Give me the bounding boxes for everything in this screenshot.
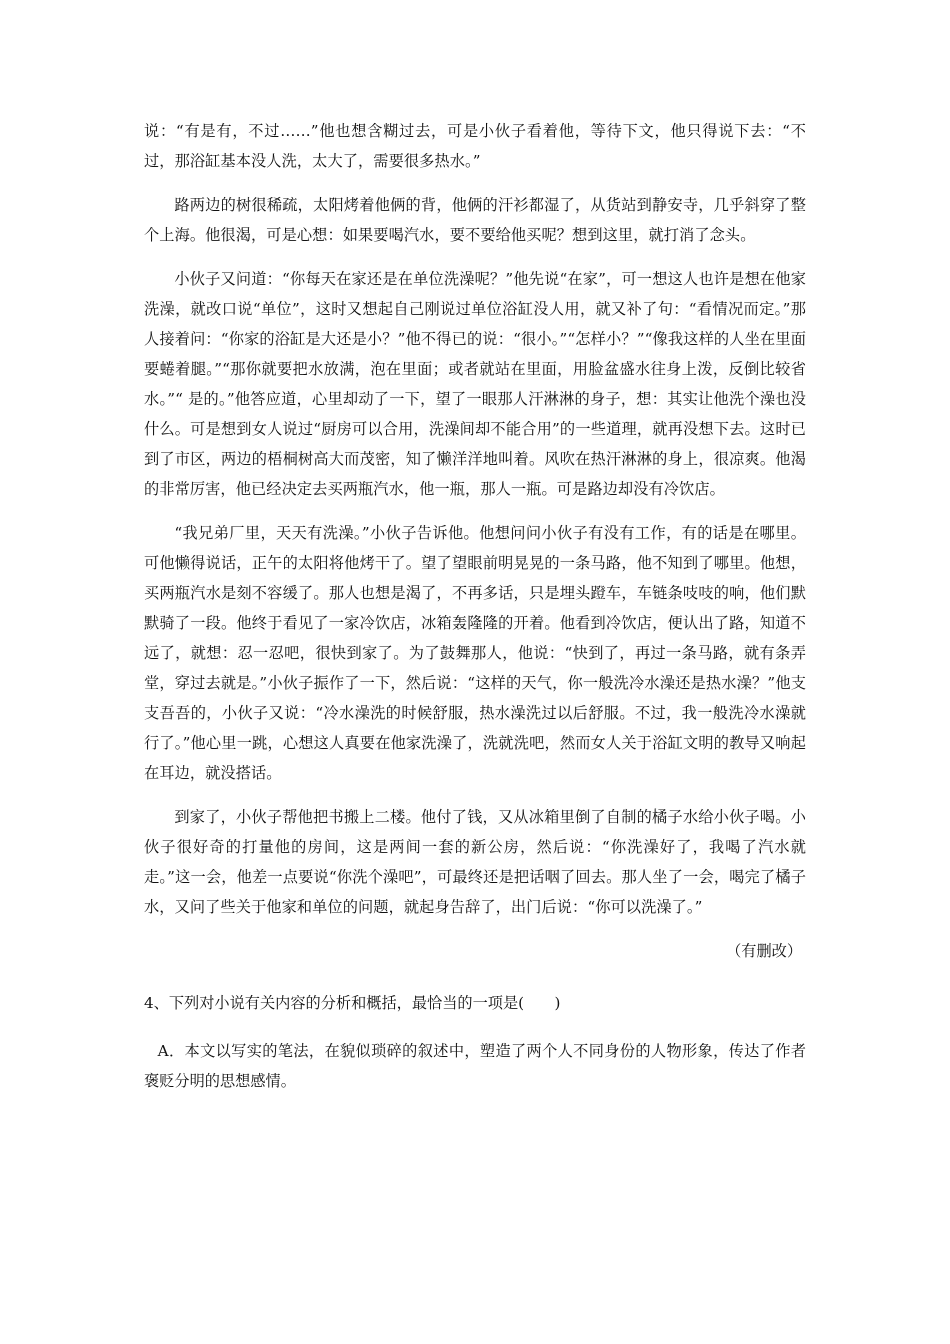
passage-paragraph-3: 小伙子又问道：“你每天在家还是在单位洗澡呢？”他先说“在家”，可一想这人也许是想在他家洗澡，就改口说“单位”，这时又想起自己刚说过单位浴缸没人用，就又补了句：“看情况而定。”那人接着问：“你家的浴缸是大还是小？”他不得已的说：“很小。”“怎样小？”“像我这样的人坐在里面要蜷着腿。”“那你就要把水放满，泡在里面；或者就站在里面，用脸盆盛水往身上泼，反倒比较省水。”“ 是的。”他答应道，心里却动了一下，望了一眼那人汗淋淋的身子，想：其实让他洗个澡也没什么。可是想到女人说过“厨房可以合用，洗澡间却不能合用”的一些道理，就再没想下去。这时已到了市区，两边的梧桐树高大而茂密，知了懒洋洋地叫着。风吹在热汗淋淋的身上，很凉爽。他渴的非常厉害，他已经决定去买两瓶汽水，他一瓶，那人一瓶。可是路边却没有冷饮店。 xyxy=(144,270,806,498)
passage-paragraph-5: 到家了，小伙子帮他把书搬上二楼。他付了钱，又从冰箱里倒了自制的橘子水给小伙子喝。小伙子很好奇的打量他的房间，这是两间一套的新公房，然后说：“你洗澡好了，我喝了汽水就走。”这一会，他差一点要说“你洗个澡吧”，可最终还是把话咽了回去。那人坐了一会，喝完了橘子水，又问了些关于他家和单位的问题，就起身告辞了，出门后说：“你可以洗澡了。” xyxy=(144,808,806,916)
option-a: A．本文以写实的笔法，在貌似琐碎的叙述中，塑造了两个人不同身份的人物形象，传达了作者褒贬分明的思想感情。 xyxy=(144,1042,806,1090)
document-page xyxy=(144,116,806,1096)
passage-paragraph-2: 路两边的树很稀疏，太阳烤着他俩的背，他俩的汗衫都湿了，从货站到静安寺，几乎斜穿了整个上海。他很渴，可是心想：如果要喝汽水，要不要给他买呢？想到这里，就打消了念头。 xyxy=(144,196,806,244)
question-stem: 4、下列对小说有关内容的分析和概括，最恰当的一项是( ) xyxy=(144,994,561,1012)
passage-paragraph-4: “我兄弟厂里，天天有洗澡。”小伙子告诉他。他想问问小伙子有没有工作，有的话是在哪里。可他懒得说话，正午的太阳将他烤干了。望了望眼前明晃晃的一条马路，他不知到了哪里。他想，买两瓶汽水是刻不容缓了。那人也想是渴了，不再多话，只是埋头蹬车，车链条吱吱的响，他们默默骑了一段。他终于看见了一家冷饮店，冰箱轰隆隆的开着。他看到冷饮店，便认出了路，知道不远了，就想：忍一忍吧，很快到家了。为了鼓舞那人，他说：“快到了，再过一条马路，就有条弄堂，穿过去就是。”小伙子振作了一下，然后说：“这样的天气，你一般洗冷水澡还是热水澡？”他支支吾吾的，小伙子又说：“冷水澡洗的时候舒服，热水澡洗过以后舒服。不过，我一般洗冷水澡就行了。”他心里一跳，心想这人真要在他家洗澡了，洗就洗吧，然而女人关于浴缸文明的教导又响起在耳边，就没搭话。 xyxy=(144,524,806,782)
passage-paragraph-1: 说：“有是有，不过……”他也想含糊过去，可是小伙子看着他，等待下文，他只得说下去：“不过，那浴缸基本没人洗，太大了，需要很多热水。” xyxy=(144,122,806,170)
source-note: （有删改） xyxy=(726,942,802,960)
